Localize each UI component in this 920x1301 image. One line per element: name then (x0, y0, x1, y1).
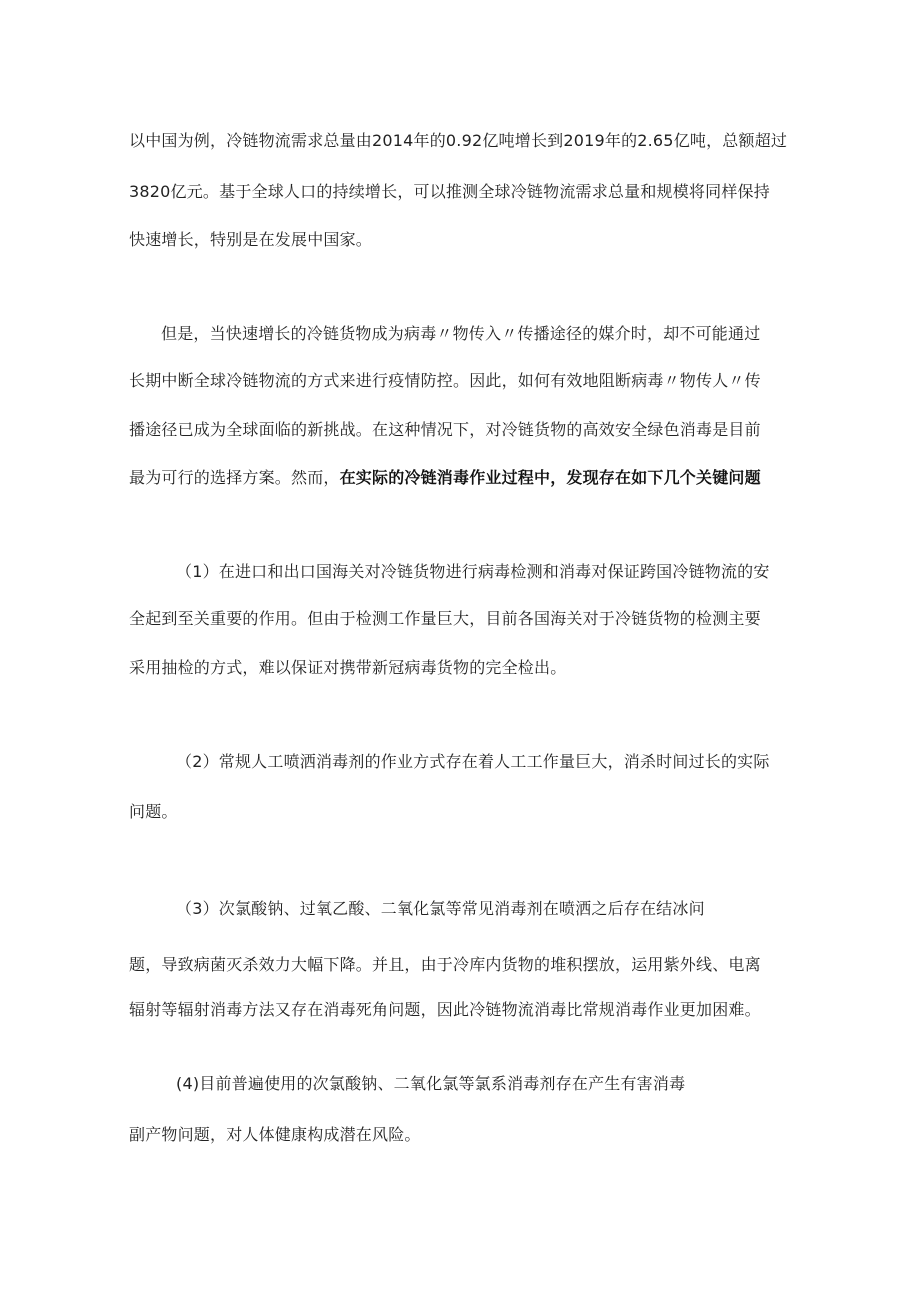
text-line: 播途径已成为全球面临的新挑战。在这种情况下，对冷链货物的高效安全绿色消毒是目前 (129, 420, 761, 439)
text-line: （3）次氯酸钠、过氧乙酸、二氧化氯等常见消毒剂在喷洒之后存在结冰问 (176, 899, 705, 918)
text-line: 快速增长，特别是在发展中国家。 (129, 230, 373, 249)
text-line: 采用抽检的方式，难以保证对携带新冠病毒货物的完全检出。 (129, 658, 567, 677)
text-line: （2）常规人工喷洒消毒剂的作业方式存在着人工工作量巨大，消杀时间过长的实际 (176, 752, 770, 771)
text-line: 3820亿元。基于全球人口的持续增长，可以推测全球冷链物流需求总量和规模将同样保持 (129, 182, 770, 201)
text-line: 问题。 (129, 802, 178, 821)
text-line: 长期中断全球冷链物流的方式来进行疫情防控。因此，如何有效地阻断病毒〃物传人〃传 (129, 371, 761, 390)
text-line: 副产物问题，对人体健康构成潜在风险。 (129, 1125, 421, 1144)
text-line: （1）在进口和出口国海关对冷链货物进行病毒检测和消毒对保证跨国冷链物流的安 (176, 562, 770, 581)
text-line: 但是，当快速增长的冷链货物成为病毒〃物传入〃传播途径的媒介时，却不可能通过 (161, 324, 761, 343)
text-line: 以中国为例，冷链物流需求总量由2014年的0.92亿吨增长到2019年的2.65亿吨，总额超过 (129, 131, 788, 150)
text-line: (4)目前普遍使用的次氯酸钠、二氧化氯等氯系消毒剂存在产生有害消毒 (176, 1074, 686, 1093)
text-line (129, 468, 761, 488)
text-line: 全起到至关重要的作用。但由于检测工作量巨大，目前各国海关对于冷链货物的检测主要 (129, 609, 761, 628)
key-problems-heading: 在实际的冷链消毒作业过程中，发现存在如下几个关键问题 (339, 468, 761, 487)
text-line: 辐射等辐射消毒方法又存在消毒死角问题，因此冷链物流消毒比常规消毒作业更加困难。 (129, 1000, 761, 1019)
text-line: 题，导致病菌灭杀效力大幅下降。并且，由于冷库内货物的堆积摆放，运用紫外线、电离 (129, 955, 761, 974)
text-normal: 最为可行的选择方案。然而， (129, 468, 340, 487)
